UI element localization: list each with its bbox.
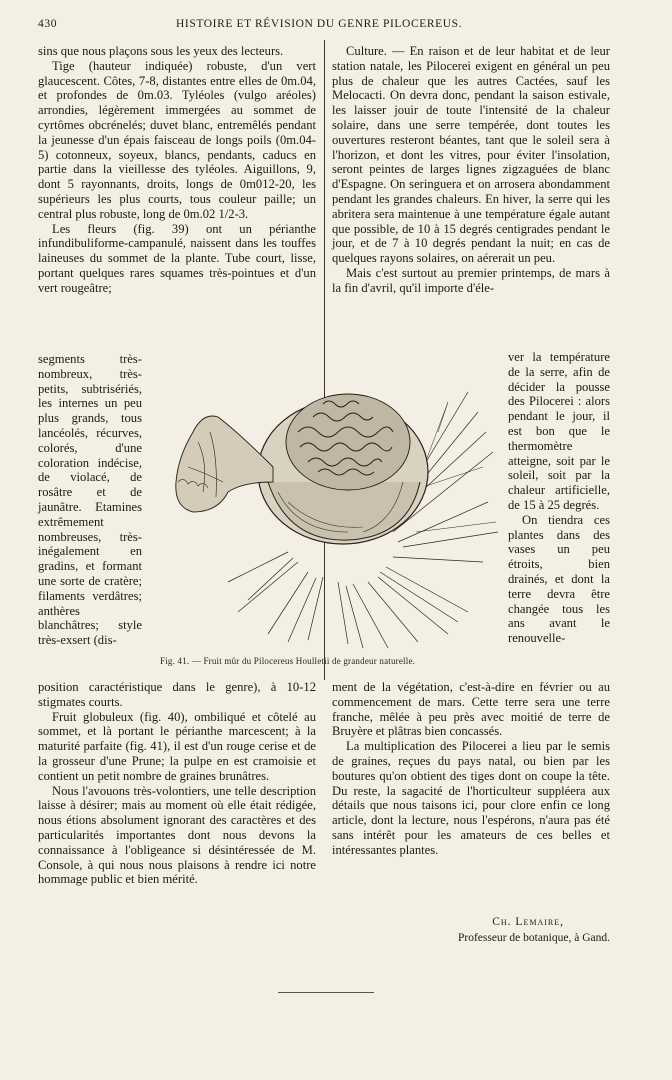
page-number: 430 [38,18,58,30]
running-header [38,18,610,34]
left-column-beside-figure [38,352,142,648]
paragraph: ver la température de la serre, afin de décider la pousse des Pilocerei : alors pendant le jour, il est bon que le thermomètre atteigne, soit par le soleil, soit par la chaleur artificielle, de 15 à 25 degrés. [508,350,610,512]
paragraph: Fruit globuleux (fig. 40), ombiliqué et côtelé au sommet, et là portant le périanthe marcescent; à la maturité parfaite (fig. 41), il est d'un rouge cerise et de la grosseur d'une Prune; la pulpe en est cramoisie et contient un petit nombre de graines brunâtres. [38,709,316,783]
author-signature [332,914,610,946]
paragraph: Mais c'est surtout au premier printemps, de mars à la fin d'avril, qu'il importe d'éle- [332,265,610,295]
author-title: Professeur de botanique, à Gand. [457,932,610,944]
paragraph: La multiplication des Pilocerei a lieu par le semis de graines, reçues du pays natal, ou bien par les boutures qu'on obtient des tiges dont on coupe la tête. Du reste, la sagacité de l'horticulteur suppléera aux détails que nous taisons ici, pour clore enfin ce long article, dont la lecture, nous l'espérons, n'aura pas été sans intérêt pour les amateurs de ces belles et intéressantes plantes. [332,739,610,857]
author-name: Ch. Lemaire, [492,916,564,928]
paragraph: ment de la végétation, c'est-à-dire en février ou au commencement de mars. Cette terre sera une terre franche, mêlée à peu près avec moitié de terre de Bruyère et plâtras bien concassés. [332,680,610,739]
paragraph: Les fleurs (fig. 39) ont un périanthe infundibuliforme-campanulé, naissent dans les touffes laineuses du sommet de la plante. Tube court, lisse, portant quelques rares squames très-pointues et d'un vert rougeâtre; [38,221,316,295]
fruit-illustration [148,372,498,650]
paragraph: position caractéristique dans le genre), à 10-12 stigmates courts. [38,680,316,709]
withered-perianth [176,416,273,512]
end-rule [278,992,374,993]
figure-caption: Fig. 41. — Fruit mûr du Pilocereus Houlletii de grandeur naturelle. [160,656,416,666]
right-column-top [332,44,610,296]
paragraph: Nous l'avouons très-volontiers, une telle description laisse à désirer; mais au moment où elle était rédigée, nous étions absolument ignorant des caractères et des particularités importantes dont nous devons la connaissance à l'obligeance si désintéressée de M. Console, à qui nous nous plaisons à rendre ici notre hommage public et bien mérité. [38,783,316,887]
crater-top [286,394,410,490]
paragraph: segments très-nombreux, très-petits, subtrisériés, les internes un peu plus grands, tous lancéolés, récurves, colorés, d'une coloration indécise, de violacé, de rosâtre et de jaunâtre. Etamines extrêmement nombreuses, très-inégalement en gradins, et formant une sorte de cratère; filaments verdâtres; anthères blanchâtres; style très-exsert (dis- [38,352,142,648]
paragraph: On tiendra ces plantes dans des vases un peu étroits, bien drainés, et dont la terre devra être changée tous les ans avant le renouvelle- [508,512,610,646]
running-title: HISTOIRE ET RÉVISION DU GENRE PILOCEREUS. [176,18,463,30]
left-column-top [38,44,316,296]
left-column-bottom [38,680,316,887]
right-column-bottom [332,680,610,858]
right-column-beside-figure [508,350,610,646]
paragraph: Tige (hauteur indiquée) robuste, d'un vert glaucescent. Côtes, 7-8, distantes entre elles de 0m.04, et profondes de 0m.03. Tyléoles (vulgo aréoles) arrondies, légèrement immergées au sommet de cyrtômes obcrénelés; duvet blanc, entremêlés pendant la jeunesse d'un épais faisceau de longs poils (0m.04-5) cotonneux, soyeux, blancs, pendants, caducs en partie dans la vieillesse des tyléoles. Aiguillons, 9, dont 5 rayonnants, droits, longs de 0m012-20, les supérieurs les plus courts, tous couleur paille; un central plus robuste, long de 0m.02 1/2-3. [38,58,316,221]
paragraph: sins que nous plaçons sous les yeux des lecteurs. [38,44,284,58]
paragraph: Culture. — En raison et de leur habitat et de leur station natale, les Pilocerei exigent en général un peu plus de chaleur que les autres Cactées, sauf les Melocacti. On devra donc, pendant la saison estivale, les laisser jouir de toute l'intensité de la chaleur solaire, dans une serre tempérée, dont toutes les ouvertures resteront béantes, tant que le soleil sera à l'horizon, et dont les vitres, pour éviter l'insolation, seront peintes de larges lignes zigzaguées de blanc d'Espagne. On seringuera et on arrosera abondamment pendant les grandes chaleurs. En hiver, la serre qui les abritera sera maintenue à une température égale autant que possible, de 10 à 15 degrés centigrades pendant le jour, et de 7 à 10 degrés pendant la nuit; en cas de quelques rayons solaires, on aérerait un peu. [332,44,610,266]
